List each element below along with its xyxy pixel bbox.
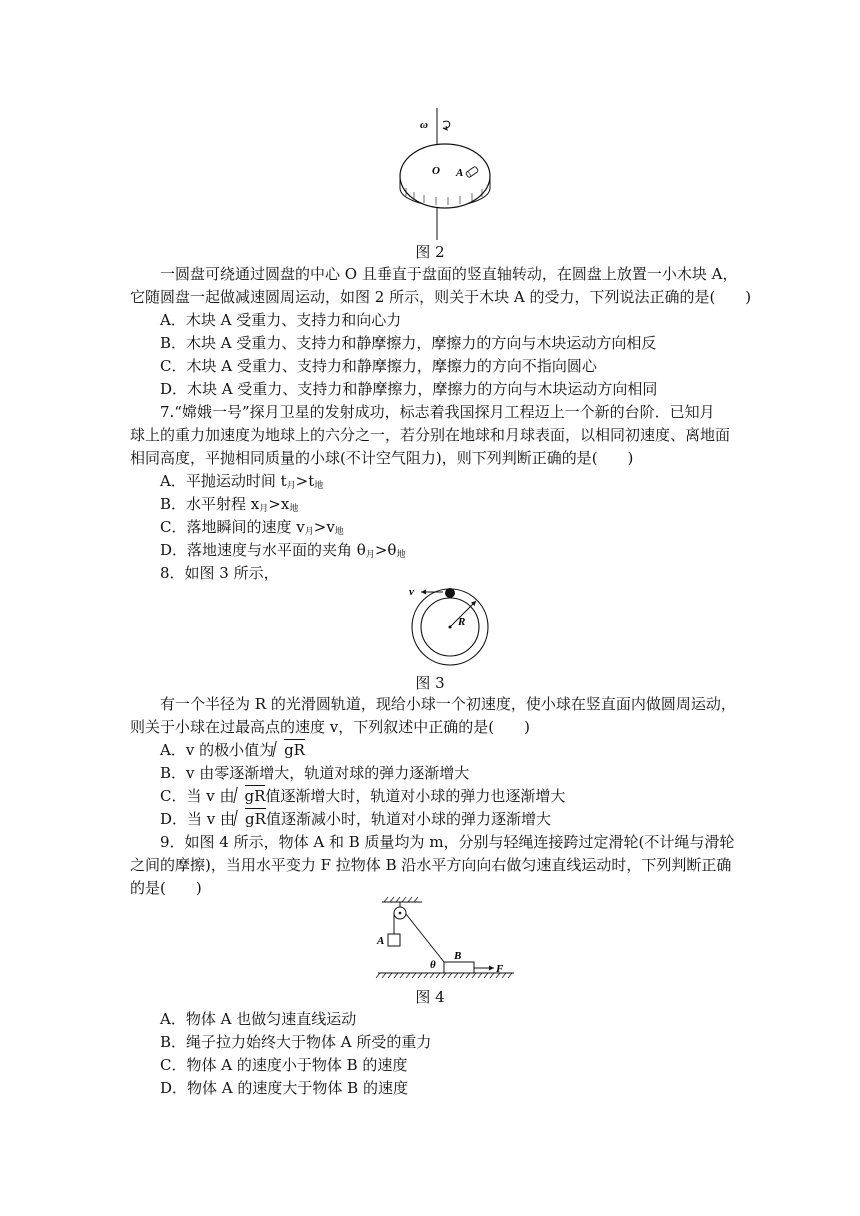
q6-stem-line2: 它随圆盘一起做减速圆周运动，如图 2 所示，则关于木块 A 的受力，下列说法正确的是( ) [130,288,752,306]
omega-label: ω [420,119,428,131]
q9-stem-line2: 之间的摩擦)，当用水平变力 F 拉物体 B 沿水平方向向右做匀速直线运动时，下列判断正确 [130,856,732,874]
figure-2-caption: 图 2 [415,243,445,261]
q6-stem-line1: 一圆盘可绕通过圆盘的中心 O 且垂直于盘面的竖直轴转动，在圆盘上放置一小木块 A， [160,265,738,283]
figure-3-circular-track-diagram [403,582,493,668]
q8-option-c: C．当 v 由 gR值逐渐增大时，轨道对小球的弹力也逐渐增大 [160,787,566,805]
q8-option-b: B．v 由零逐渐增大，轨道对球的弹力逐渐增大 [160,764,470,782]
q9-option-b: B．绳子拉力始终大于物体 A 所受的重力 [160,1033,432,1051]
q7-stem-line2: 球上的重力加速度为地球上的六分之一，若分别在地球和月球表面，以相同初速度、离地面 [130,426,731,444]
q6-option-a: A．木块 A 受重力、支持力和向心力 [160,311,402,329]
angle-theta-label: θ [430,959,436,971]
q9-stem-line3: 的是( ) [130,879,202,897]
figure-2-disk-diagram [390,108,500,240]
figure-3-caption: 图 3 [415,674,445,692]
q7-option-c: C．落地瞬间的速度 $v_月>v_地$ [160,518,344,537]
force-f-label: F [496,963,504,975]
figure-4-caption: 图 4 [415,988,445,1006]
block-a-label: A [456,167,464,179]
q8-stem-line2: 则关于小球在过最高点的速度 v，下列叙述中正确的是( ) [130,718,530,736]
block-a-label: A [377,935,385,947]
q9-stem-line1: 9．如图 4 所示，物体 A 和 B 质量均为 m，分别与轻绳连接跨过定滑轮(不计绳与滑轮 [160,833,735,851]
q6-option-c: C．木块 A 受重力、支持力和静摩擦力，摩擦力的方向不指向圆心 [160,357,597,375]
q6-option-d: D．木块 A 受重力、支持力和静摩擦力，摩擦力的方向与木块运动方向相同 [160,380,658,398]
q9-option-c: C．物体 A 的速度小于物体 B 的速度 [160,1056,408,1074]
q7-option-a: A．平抛运动时间 $t_月>t_地$ [160,472,324,491]
radius-r-label: R [458,616,466,628]
q7-option-d: D．落地速度与水平面的夹角 $\theta_月>\theta_地$ [160,541,406,560]
q7-stem-line1: 7.“嫦娥一号”探月卫星的发射成功，标志着我国探月工程迈上一个新的台阶．已知月 [160,403,715,421]
sqrt-gr-symbol: gR [235,785,266,807]
q7-option-b: B．水平射程 $x_月>x_地$ [160,495,299,514]
sqrt-gr-symbol: gR [274,739,305,761]
q8-option-d: D．当 v 由 gR值逐渐减小时，轨道对小球的弹力逐渐增大 [160,810,551,828]
velocity-v-label: v [409,586,414,598]
q8-intro: 8．如图 3 所示， [160,564,279,582]
q8-option-a: A．v 的极小值为 gR [160,741,305,759]
q7-stem-line3: 相同高度，平抛相同质量的小球(不计空气阻力)，则下列判断正确的是( ) [130,449,634,467]
q9-option-d: D．物体 A 的速度大于物体 B 的速度 [160,1079,408,1097]
q8-stem-line1: 有一个半径为 R 的光滑圆轨道，现给小球一个初速度，使小球在竖直面内做圆周运动， [160,695,736,713]
q9-option-a: A．物体 A 也做匀速直线运动 [160,1010,357,1028]
figure-4-pulley-diagram [372,896,522,986]
sqrt-gr-symbol: gR [235,808,266,830]
block-b-label: B [454,950,462,962]
center-o-label: O [432,165,440,177]
q6-option-b: B．木块 A 受重力、支持力和静摩擦力，摩擦力的方向与木块运动方向相反 [160,334,657,352]
